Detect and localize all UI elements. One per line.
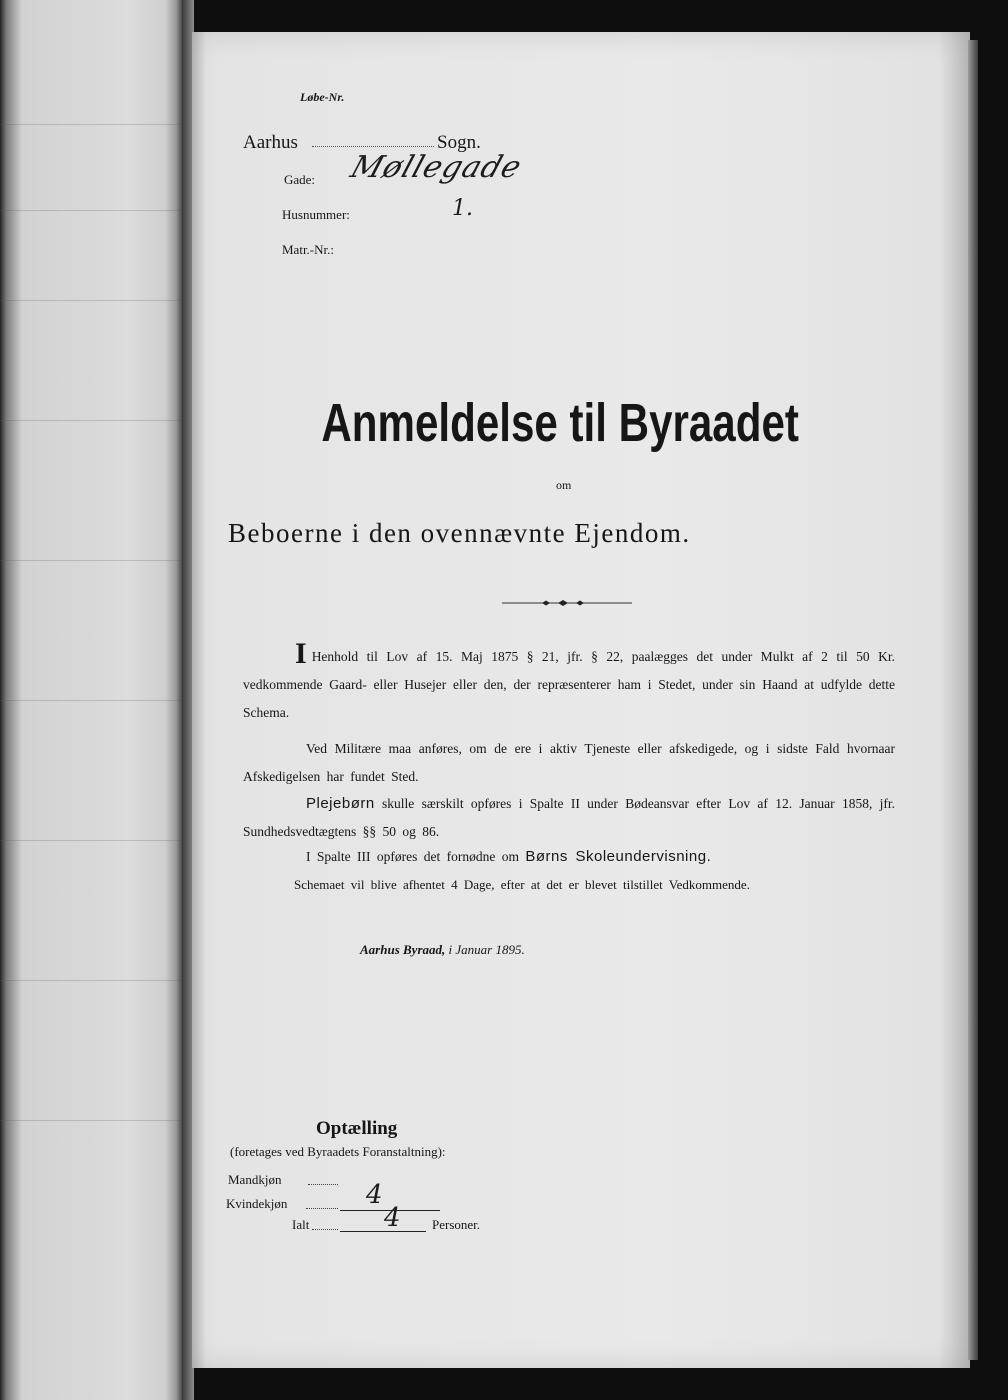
signature-org: Aarhus Byraad, <box>360 942 446 957</box>
paragraph-militaere <box>243 735 895 791</box>
facing-page-edge <box>0 0 182 1400</box>
mandkjon-dots <box>308 1184 338 1185</box>
paragraph-henhold-text: Henhold til Lov af 15. Maj 1875 § 21, jfr. § 22, paalægges det under Mulkt af 2 til 50 Kr. vedkommende Gaard- eller Husejer eller den, der repræsenterer ham i Stedet, under sin Haand at udfylde dette Schema. <box>243 649 895 720</box>
ialt-dots <box>312 1229 338 1230</box>
paragraph-plejeborn <box>243 790 895 846</box>
paragraph-henhold <box>243 637 895 727</box>
paragraph-spalte-iii <box>306 843 906 871</box>
document-subtitle: Beboerne i den ovennævnte Ejendom. <box>228 518 691 548</box>
signature-date: i Januar 1895. <box>448 942 525 957</box>
signature-line <box>360 942 525 958</box>
husnummer-label: Husnummer: <box>282 207 350 222</box>
count-subheading: (foretages ved Byraadets Foranstaltning): <box>230 1144 446 1159</box>
page-edge-shadow <box>968 40 978 1360</box>
spalte-iii-text: I Spalte III opføres det fornødne om <box>306 849 519 864</box>
gade-label: Gade: <box>284 172 316 187</box>
matr-nr-label: Matr.-Nr.: <box>282 242 334 257</box>
paragraph-militaere-text: Ved Militære maa anføres, om de ere i aktiv Tjeneste eller afskedigede, og i sidste Fald hvornaar Afskedigelsen har fundet Sted. <box>243 741 895 784</box>
sogn-dotted-line <box>312 146 434 147</box>
ialt-label: Ialt <box>292 1217 310 1232</box>
title-connector: om <box>556 478 572 492</box>
skoleundervisning-emphasis: Børns Skoleundervisning. <box>525 848 712 865</box>
lobe-nr-label: Løbe-Nr. <box>300 90 345 104</box>
count-heading: Optælling <box>316 1118 398 1139</box>
paragraph-schemaet: Schemaet vil blive afhentet 4 Dage, efter at det er blevet tilstillet Vedkommende. <box>294 877 750 892</box>
ialt-handwritten-value: 4 <box>384 1203 401 1233</box>
mandkjon-label: Mandkjøn <box>228 1172 282 1187</box>
personer-label: Personer. <box>432 1217 481 1232</box>
gade-handwritten-value: Møllegade <box>346 150 527 185</box>
city-name: Aarhus <box>243 132 298 153</box>
ornament-divider <box>502 600 632 606</box>
plejeborn-emphasis: Plejebørn <box>306 795 375 812</box>
kvindekjon-dots <box>306 1208 338 1209</box>
kvindekjon-label: Kvindekjøn <box>226 1196 288 1211</box>
drop-initial: I <box>295 637 307 670</box>
husnummer-handwritten-value: 1. <box>452 196 473 221</box>
document-title: Anmeldelse til Byraadet <box>321 393 799 453</box>
ialt-underline <box>340 1231 426 1232</box>
paragraph-plejeborn-text: skulle særskilt opføres i Spalte II under Bødeansvar efter Lov af 12. Januar 1858, jfr. Sundhedsvedtægtens §§ 50 og 86. <box>243 796 896 839</box>
kvindekjon-handwritten-value: 4 <box>366 1180 383 1210</box>
sogn-label: Sogn. <box>437 132 481 153</box>
